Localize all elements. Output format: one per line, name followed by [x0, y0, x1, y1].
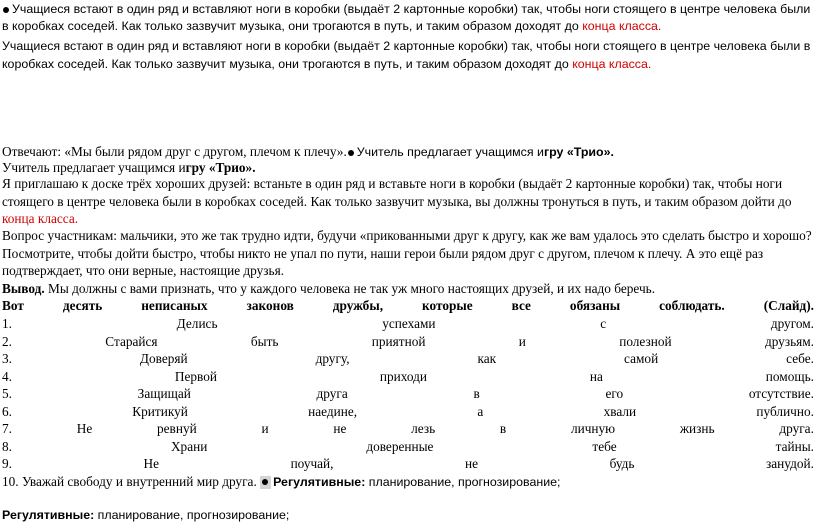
laws-title-word: Вот — [2, 298, 24, 313]
question-line2 — [2, 245, 814, 263]
law-word: и — [261, 421, 269, 436]
law-word: 4. — [2, 369, 12, 384]
law-word: 9. — [2, 456, 12, 471]
block2-line1 — [2, 37, 814, 55]
law-word: помощь. — [765, 369, 814, 384]
invite-line2 — [2, 193, 814, 211]
question-line3 — [2, 262, 814, 280]
law-word: личную — [570, 421, 616, 436]
law10-reg-label: Регулятивные: — [273, 475, 366, 489]
law10-text: 10. Уважай свободу и внутренний мир друга. — [2, 474, 257, 489]
law10-reg-text: планирование, прогнозирование; — [365, 475, 561, 489]
footer-reg-text: планирование, прогнозирование; — [94, 508, 290, 522]
block1-line1 — [2, 0, 814, 18]
laws-title-word: десять — [62, 298, 103, 313]
law-word: его — [605, 386, 624, 401]
bullet-icon — [348, 150, 354, 156]
law-word: приятной — [371, 334, 426, 349]
law-1 — [2, 315, 814, 333]
law-word: друзьям. — [764, 334, 814, 349]
law-word: с — [600, 316, 607, 331]
question-line1-text: Вопрос участникам: мальчики, это же так трудно идти, будучи «прикованными друг к другу, как же вам удалось это сделать быстро и хорошо? — [2, 228, 812, 243]
question-line1 — [2, 227, 814, 245]
law-word: друга. — [779, 421, 814, 436]
law-word: будь — [609, 456, 635, 471]
law-word: занудой. — [766, 456, 814, 471]
teacher-line-text: Учитель предлагает учащимся и — [2, 160, 186, 175]
invite-red-text: конца класса. — [2, 211, 79, 226]
bullet-icon — [262, 479, 268, 485]
laws-title-word: все — [511, 298, 531, 313]
law-word: тайны. — [775, 439, 814, 454]
law-word: себе. — [786, 351, 814, 366]
law-word: наедине, — [308, 404, 358, 419]
invite-line1 — [2, 175, 814, 193]
law-7 — [2, 420, 814, 438]
law-word: в — [473, 386, 480, 401]
laws-title — [2, 297, 814, 315]
laws-title-word: законов — [246, 298, 294, 313]
law-word: Доверяй — [139, 351, 188, 366]
block2-red-text: конца класса. — [572, 57, 652, 71]
law-word: хвали — [603, 404, 637, 419]
law-word: отсутствие. — [748, 386, 814, 401]
law-word: лезь — [411, 421, 436, 436]
law-word: Не — [143, 456, 160, 471]
law-word: на — [589, 369, 603, 384]
law-word: Первой — [174, 369, 217, 384]
law-word: а — [477, 404, 484, 419]
law-8 — [2, 438, 814, 456]
law-word: в — [499, 421, 507, 436]
laws-title-word: соблюдать. — [659, 298, 725, 313]
block2-line2 — [2, 55, 814, 73]
law-word: не — [333, 421, 347, 436]
laws-title-word: которые — [422, 298, 473, 313]
footer-reg-label: Регулятивные: — [2, 508, 95, 522]
law-word: самой — [624, 351, 659, 366]
reply-text: Отвечают: «Мы были рядом друг с другом, плечом к плечу». — [2, 144, 347, 159]
laws-title-word: обязаны — [569, 298, 621, 313]
footer-line — [2, 506, 814, 524]
law-word: 8. — [2, 439, 12, 454]
law-3 — [2, 350, 814, 368]
invite-line2-text: стоящего в центре человека были в коробках соседей. Как только зазвучит музыка, вы должны тронуться в путь, и таким образом дойти до — [2, 194, 792, 209]
law-word: публично. — [756, 404, 814, 419]
law-9 — [2, 455, 814, 473]
law-word: поучай, — [290, 456, 334, 471]
law-4 — [2, 368, 814, 386]
bullet-highlight-icon — [260, 476, 271, 489]
reply-sans-text: Учитель предлагает учащимся и — [356, 145, 544, 159]
block1-line2-text: в коробках соседей. Как только зазвучит музыка, они трогаются в путь, и таким образом доходят до — [2, 19, 583, 33]
law-6 — [2, 403, 814, 421]
law-word: быть — [250, 334, 279, 349]
law-word: Критикуй — [132, 404, 188, 419]
conclusion-label: Вывод. — [2, 281, 45, 296]
law-word: 6. — [2, 404, 12, 419]
law-2 — [2, 333, 814, 351]
law-word: 3. — [2, 351, 12, 366]
law-word: 5. — [2, 386, 12, 401]
law-word: Храни — [170, 439, 208, 454]
law-word: не — [465, 456, 479, 471]
conclusion-line — [2, 280, 814, 298]
block2-line1-text: Учащиеся встают в один ряд и вставляют ноги в коробки (выдаёт 2 картонные коробки) так, чтобы ноги стоящего в центре человека были в — [2, 39, 811, 53]
law-word: как — [477, 351, 497, 366]
block2-line2-text: коробках соседей. Как только зазвучит музыка, они трогаются в путь, и таким образом доходят до — [2, 57, 573, 71]
law-word: 1. — [2, 316, 12, 331]
law-word: ревнуй — [157, 421, 197, 436]
law-word: другом. — [770, 316, 814, 331]
laws-title-word: (Слайд). — [763, 298, 814, 313]
reply-sans-bold: гру «Трио». — [543, 145, 614, 159]
bullet-icon — [3, 7, 9, 13]
law-word: 7. — [2, 421, 12, 436]
law-word: Защищай — [137, 386, 191, 401]
law-10 — [2, 473, 814, 491]
law-word: 2. — [2, 334, 12, 349]
laws-title-word: дружбы, — [332, 298, 384, 313]
invite-line1-text: Я приглашаю к доске трёх хороших друзей: встаньте в один ряд и вставьте ноги в коробки (выдаёт 2 картонные коробки) так, чтобы ноги — [2, 176, 783, 191]
question-line3-text: подтверждает, что они верные, настоящие друзья. — [2, 263, 285, 278]
law-5 — [2, 385, 814, 403]
block1-line1-text: Учащиеся встают в один ряд и вставляют ноги в коробки (выдаёт 2 картонные коробки) так, чтобы ноги стоящего в центре человека были — [12, 2, 811, 16]
law-word: полезной — [619, 334, 672, 349]
law-word: Старайся — [105, 334, 158, 349]
law-word: приходи — [379, 369, 428, 384]
law-word: другу, — [315, 351, 350, 366]
block1-line2 — [2, 17, 814, 35]
law-word: успехами — [382, 316, 436, 331]
law-word: жизнь — [679, 421, 715, 436]
law-word: тебе — [592, 439, 617, 454]
law-word: Делись — [176, 316, 218, 331]
question-line2-text: Посмотрите, чтобы дойти быстро, чтобы никто не упал по пути, наши герои были рядом друг с другом, плечом к плечу. А это ещё раз — [2, 246, 764, 261]
law-word: Не — [76, 421, 93, 436]
laws-title-word: неписаных — [141, 298, 208, 313]
block1-red-text: конца класса. — [582, 19, 662, 33]
law-word: и — [518, 334, 526, 349]
law-word: друга — [316, 386, 348, 401]
invite-line3 — [2, 210, 814, 228]
law-word: доверенные — [366, 439, 434, 454]
teacher-line-bold: гру «Трио». — [185, 160, 256, 175]
conclusion-text: Мы должны с вами признать, что у каждого человека не так уж много настоящих друзей, и их надо беречь. — [44, 281, 656, 296]
